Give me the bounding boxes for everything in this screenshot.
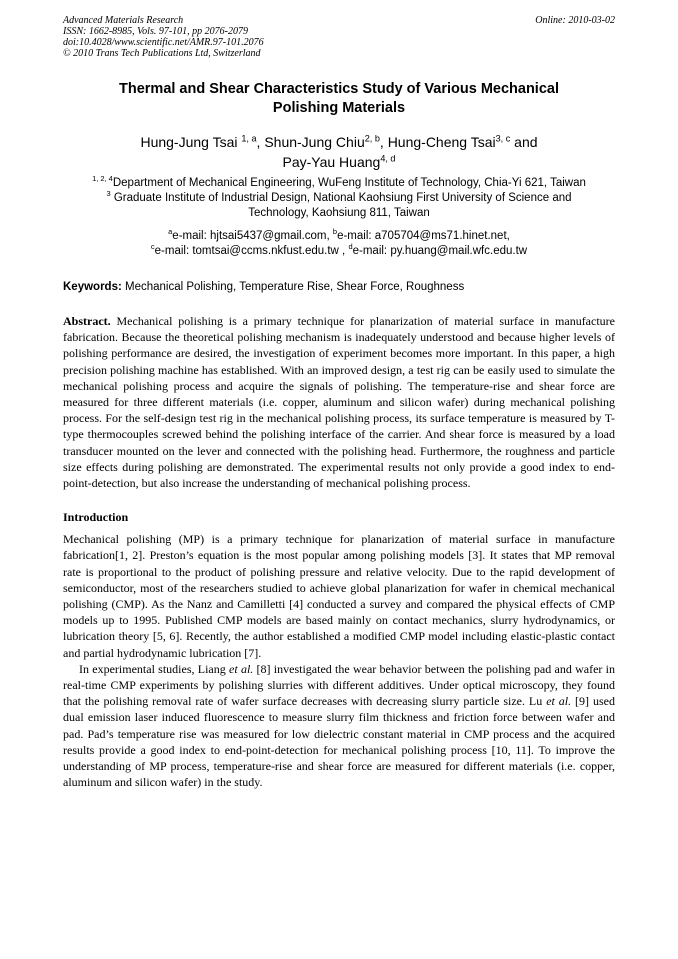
affiliation-1-text: Department of Mechanical Engineering, WuFeng Institute of Technology, Chia-Yi 621, Taiwan [112,177,586,189]
abstract [63,313,615,491]
affiliation-2-sup: 3 [106,189,111,199]
email-b[interactable]: e-mail: a705704@ms71.hinet.net, [337,230,510,242]
author-1-name: Hung-Jung Tsai [140,134,238,150]
copyright-line: © 2010 Trans Tech Publications Ltd, Switzerland [63,48,261,59]
issn-line: ISSN: 1662-8985, Vols. 97-101, pp 2076-2079 [63,26,248,37]
author-2-sup: 2, b [364,133,380,144]
email-a-sup: a [168,227,173,237]
affiliation-2-text-1: Graduate Institute of Industrial Design, National Kaohsiung First University of Science and [110,192,572,204]
email-b-sup: b [332,227,338,237]
affiliation-2-cont: Technology, Kaohsiung 811, Taiwan [248,207,430,219]
author-line-2 [63,152,615,172]
keywords-text: Mechanical Polishing, Temperature Rise, Shear Force, Roughness [121,281,465,293]
abstract-text: Mechanical polishing is a primary technique for planarization of material surface in manufacture fabrication. Because the theoretical polishing mechanism is inadequately understood and because higher levels of polishing performance are desired, the investigation of experiment becomes more important. In this paper, a high precision polishing machine has established. With an improved design, a test rig can be easily used to simulate the mechanical polishing process and acquire the signals of polishing. The temperature-rise and shear force are measured for three different materials (i.e. copper, aluminum and silicon wafer) during mechanical polishing process. For the self-design test rig in the mechanical polishing process, its surface temperature is measured by T-type thermocouples screwed behind the polishing interface of the carrier. And shear force is measured by a load transducer mounted on the lever and connected with the polishing head. Furthermore, the roughness and particle size effects during polishing are demonstrated. The experimental results not only provide a good index to end-point-detection, but also increase the understanding of mechanical polishing process. [63,314,615,491]
introduction-heading: Introduction [63,510,129,525]
email-line-2 [63,244,615,259]
title-line-1: Thermal and Shear Characteristics Study of Various Mechanical [119,81,559,97]
affiliations [63,176,615,221]
p2-part-a: In experimental studies, Liang [79,661,230,676]
p2-part-b: [8] investigated the wear behavior between the polishing pad and wafer in real-time CMP experiments by polishing slurries with different additives. Under optical microscopy, they found that the polishing removal rate of wafer surface decreases with decreasing slurry particle size. Lu [63,661,615,709]
title-line-2: Polishing Materials [272,100,406,116]
paper-page [63,15,615,790]
introduction-paragraph-1: Mechanical polishing (MP) is a primary technique for planarization of material surface in manufacture fabrication[1, 2]. Preston’s equation is the most popular among polishing models [3]. It states that MP removal rate is proportional to the product of polishing pressure and relative velocity. Due to the rapid development of semiconductor, most of the researchers studied to achieve global planarization for wafer in chemical mechanical polishing (CMP). As the Nanz and Camilletti [4] conducted a survey and compared the physical effects of CMP models up to 1995. Published CMP models are based mainly on contact mechanics, slurry hydrodynamics, or lubrication theory [5, 6]. Recently, the author established a modified CMP model including elastic-plastic contact and partial hydrodynamic lubrication [7]. [63,532,615,660]
email-block [63,229,615,259]
email-line-1 [63,229,615,244]
abstract-label: Abstract. [63,314,111,328]
author-3-name: Hung-Cheng Tsai [387,134,496,150]
author-and: and [510,134,538,150]
p2-etal-2: et al. [546,694,572,709]
introduction-paragraph-2 [63,661,615,791]
author-list [63,132,615,172]
p2-etal-1: et al. [229,661,254,676]
author-line-1: Hung-Jung Tsai $^{1, a}$, Shun-Jung Chiu$^{2, b}$, Hung-Cheng Tsai$^{3, c}$ and [140,133,538,150]
email-c[interactable]: e-mail: tomtsai@ccms.nkfust.edu.tw , [154,245,346,257]
email-d[interactable]: e-mail: py.huang@mail.wfc.edu.tw [352,245,528,257]
email-c-sup: c [150,242,155,252]
affiliation-1-sup: 1, 2, 4 [92,174,113,184]
online-date: Online: 2010-03-02 [535,15,615,26]
email-a[interactable]: e-mail: hjtsai5437@gmail.com, [172,230,330,242]
doi-line: doi:10.4028/www.scientific.net/AMR.97-101.2076 [63,37,264,48]
journal-header [63,15,615,59]
keywords-label: Keywords: [63,281,122,293]
affiliation-2 [63,191,615,206]
author-3-sup: 3, c [495,133,511,144]
paper-title [63,80,615,118]
affiliation-1 [63,176,615,191]
email-d-sup: d [348,242,353,252]
author-4-name: Pay-Yau Huang [282,154,381,170]
p2-part-c: [9] used dual emission laser induced fluorescence to measure slurry film thickness and friction force between wafer and pad. Pad’s temperature rise was measured for low dielectric constant material in CMP process and the acquired results provide a good index to end-point-detection for mechanical polishing process [10, 11]. To improve the understanding of MP process, temperature-rise and shear force are measured for different materials (i.e. copper, aluminum and silicon wafer) in the study. [63,694,615,790]
author-4-sup: 4, d [380,153,396,164]
journal-name: Advanced Materials Research [63,15,184,26]
keywords [63,280,615,295]
author-2-name: Shun-Jung Chiu [264,134,365,150]
author-1-sup: 1, a [241,133,257,144]
